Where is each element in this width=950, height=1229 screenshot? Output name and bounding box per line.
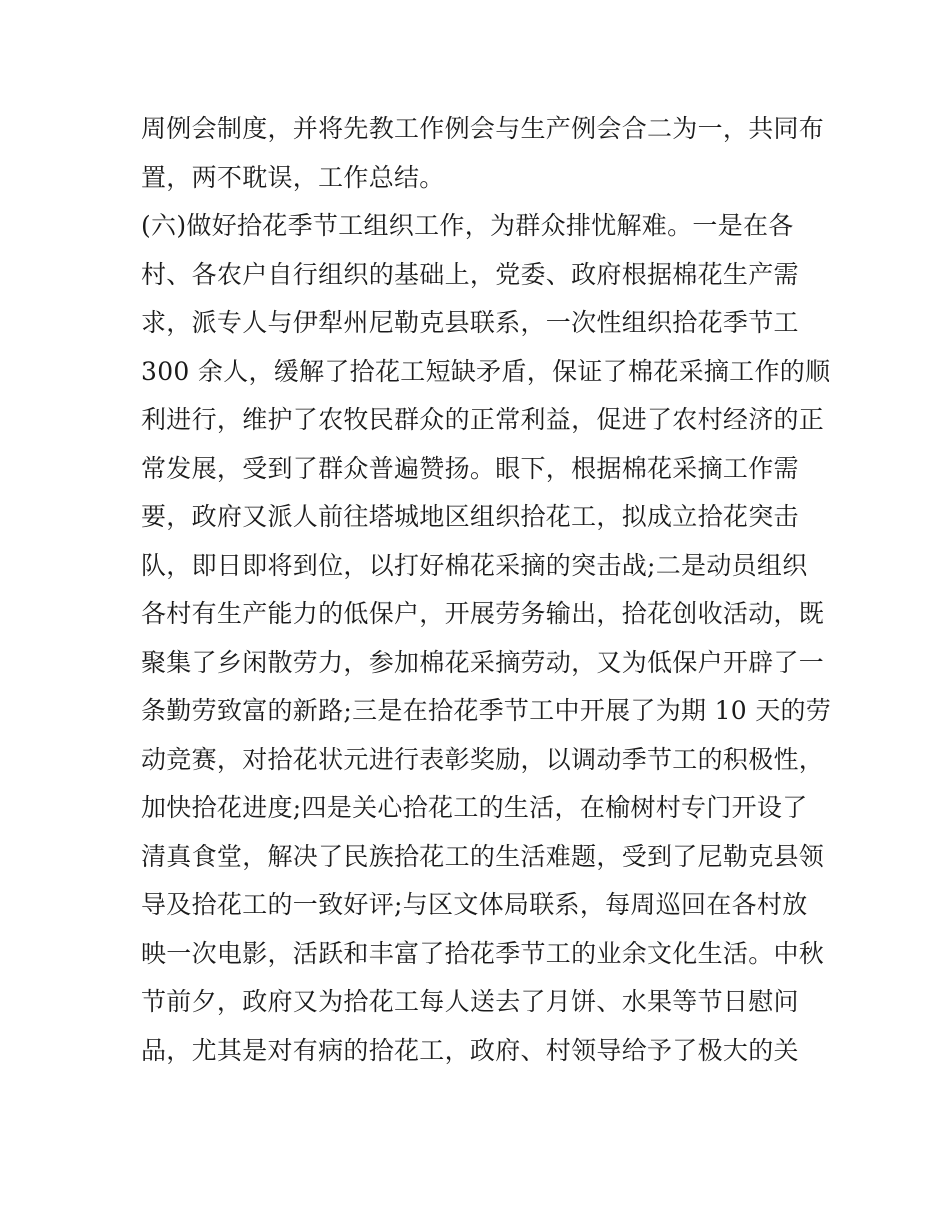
text-line: 品，尤其是对有病的拾花工，政府、村领导给予了极大的关 bbox=[141, 1035, 799, 1065]
text-line: 各村有生产能力的低保户，开展劳务输出，拾花创收活动，既 bbox=[141, 599, 825, 628]
text-line: (六)做好拾花季节工组织工作，为群众排忧解难。一是在各 bbox=[141, 211, 794, 240]
text-line: 动竞赛，对拾花状元进行表彰奖励，以调动季节工的积极性， bbox=[141, 744, 825, 774]
text-line: 利进行，维护了农牧民群众的正常利益，促进了农村经济的正 bbox=[141, 405, 825, 434]
text-line: 要，政府又派人前往塔城地区组织拾花工，拟成立拾花突击 bbox=[141, 502, 799, 531]
body-text bbox=[141, 105, 832, 1075]
text-line: 清真食堂，解决了民族拾花工的生活难题，受到了尼勒克县领 bbox=[141, 841, 825, 871]
text-line: 置，两不耽误，工作总结。 bbox=[141, 162, 445, 192]
text-line: 聚集了乡闲散劳力，参加棉花采摘劳动，又为低保户开辟了一 bbox=[141, 647, 825, 677]
text-line: 300 余人，缓解了拾花工短缺矛盾，保证了棉花采摘工作的顺 bbox=[141, 356, 831, 386]
text-line: 常发展，受到了群众普遍赞扬。眼下，根据棉花采摘工作需 bbox=[141, 453, 799, 483]
text-line: 村、各农户自行组织的基础上，党委、政府根据棉花生产需 bbox=[141, 259, 799, 289]
text-line: 条勤劳致富的新路;三是在拾花季节工中开展了为期 10 天的劳 bbox=[141, 696, 832, 725]
text-line: 求，派专人与伊犁州尼勒克县联系，一次性组织拾花季节工 bbox=[141, 308, 799, 337]
text-line: 加快拾花进度;四是关心拾花工的生活，在榆树村专门开设了 bbox=[141, 793, 808, 822]
text-line: 映一次电影，活跃和丰富了拾花季节工的业余文化生活。中秋 bbox=[141, 938, 825, 968]
text-line: 队，即日即将到位，以打好棉花采摘的突击战;二是动员组织 bbox=[141, 550, 808, 580]
text-line: 节前夕，政府又为拾花工每人送去了月饼、水果等节日慰问 bbox=[141, 987, 799, 1016]
text-line: 导及拾花工的一致好评;与区文体局联系，每周巡回在各村放 bbox=[141, 890, 808, 919]
text-line: 周例会制度，并将先教工作例会与生产例会合二为一，共同布 bbox=[141, 114, 825, 143]
